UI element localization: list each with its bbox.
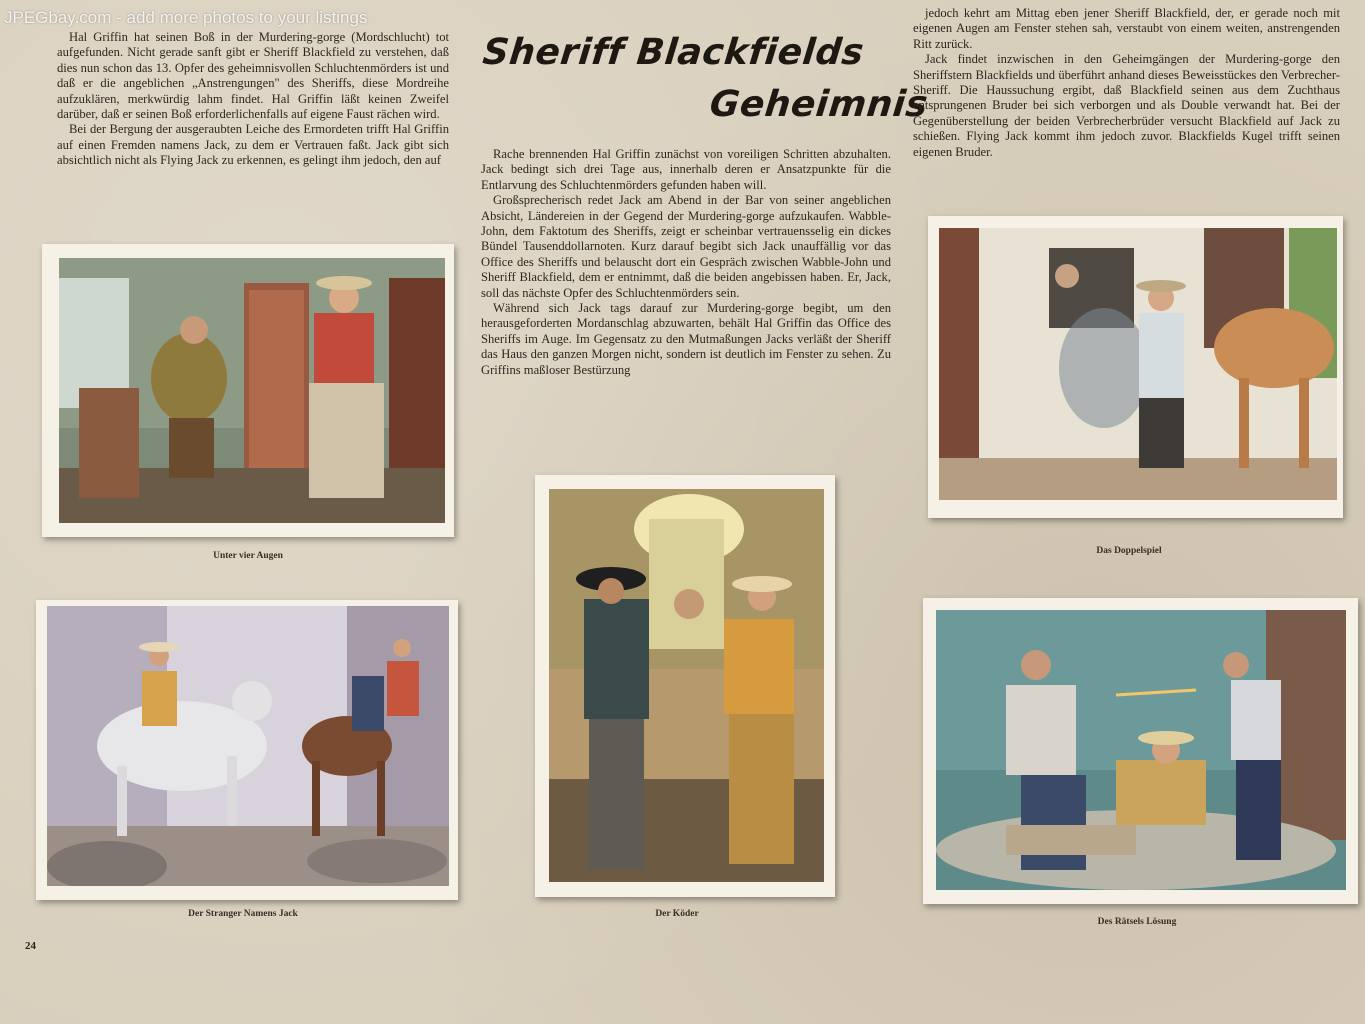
picture-card-gunfight (923, 598, 1358, 904)
watermark: JPEGbay.com - add more photos to your listings (4, 8, 368, 27)
paragraph: Bei der Bergung der ausgeraubten Leiche des Ermordeten trifft Hal Griffin auf einen Fremden namens Jack, zu dem er Vertrauen faßt. Jack gibt sich absichtlich nicht als Flying Jack zu erkennen, es gelingt ihm jedoch, den auf (57, 122, 449, 168)
picture-card-window (928, 216, 1343, 518)
caption-card-1: Unter vier Augen (213, 551, 283, 561)
paragraph: Während sich Jack tags darauf zur Murdering-gorge begibt, um den herausgeforderten Mordanschlag abzuwarten, behält Hal Griffin das Office des Sheriffs im Auge. Im Gegensatz zu den Mutmaßungen Jacks verläßt der Sheriff das Haus den ganzen Morgen nicht, sondern ist deutlich im Fenster zu sehen. Zu Griffins maßloser Bestürzung (481, 301, 891, 377)
text-column-right (913, 6, 1340, 160)
illustration-office (59, 258, 445, 523)
picture-card-office (42, 244, 454, 537)
paragraph: jedoch kehrt am Mittag eben jener Sheriff Blackfield, der, er gerade noch mit eigenen Augen am Fenster stehen sah, verstaubt von einem weiten, anstrengenden Ritt zurück. (913, 6, 1340, 51)
page-title: Sheriff Blackfields (480, 32, 866, 73)
caption-card-5: Des Rätsels Lösung (1097, 917, 1177, 927)
illustration-gunfight (936, 610, 1346, 890)
page-title-line-2: Geheimnis (707, 84, 930, 125)
paragraph: Rache brennenden Hal Griffin zunächst von voreiligen Schritten abzuhalten. Jack bedingt sich drei Tage aus, innerhalb deren er Ansatzpunkte für die Entlarvung des Schluchtenmörders gefunden haben will. (481, 147, 891, 192)
caption-card-4: Der Köder (655, 909, 699, 919)
paragraph: Jack findet inzwischen in den Geheimgängen der Murdering-gorge den Sheriffstern Blackfields und überführt anhand dieses Beweisstückes den Verbrecher-Sheriff. Die Haussuchung ergibt, daß Blackfield seinen aus dem Zuchthaus entsprungenen Bruder bei sich verborgen und als Double verwandt hat. Bei der Gegenüberstellung der beiden Verbrecherbrüder versucht Blackfield auf Jack zu schießen. Flying Jack kommt ihm jedoch zuvor. Blackfields Kugel trifft seinen eigenen Bruder. (913, 52, 1340, 159)
paragraph: Hal Griffin hat seinen Boß in der Murdering-gorge (Mordschlucht) tot aufgefunden. Nicht gerade sanft gibt er Sheriff Blackfield zu verstehen, daß dies nun schon das 13. Opfer des geheimnisvollen Schluchtenmörders ist und daß er die angeblichen „Anstrengungen" des Sheriffs, diese Mordreihe aufzuklären, merkwürdig lahm findet. Hal Griffin läßt keinen Zweifel darüber, daß er seinen Boß erforderlichenfalls auf eigene Faust rächen wird. (57, 30, 449, 122)
illustration-window (939, 228, 1337, 500)
paragraph: Großsprecherisch redet Jack am Abend in der Bar von seiner angeblichen Absicht, Ländereien in der Gegend der Murdering-gorge aufzukaufen. Wabble-John, dem Faktotum des Sheriffs, zeigt er scheinbar vertrauensselig ein dickes Bündel Tausenddollarnoten. Kurz darauf begibt sich Jack unauffällig vor das Office des Sheriffs und belauscht dort ein Gespräch zwischen Wabble-John und Sheriff Blackfield, dem er entnimmt, daß die beiden angebissen haben. Er, Jack, soll das nächste Opfer des Schluchtenmörders sein. (481, 193, 891, 300)
page-number: 24 (25, 940, 36, 952)
picture-card-saloon (535, 475, 835, 897)
caption-card-3: Der Stranger Namens Jack (188, 909, 298, 919)
caption-card-2: Das Doppelspiel (1096, 546, 1162, 556)
illustration-saloon (549, 489, 824, 882)
text-column-middle (481, 147, 891, 378)
text-column-left (57, 30, 449, 169)
illustration-canyon (47, 606, 449, 886)
picture-card-canyon (36, 600, 458, 900)
